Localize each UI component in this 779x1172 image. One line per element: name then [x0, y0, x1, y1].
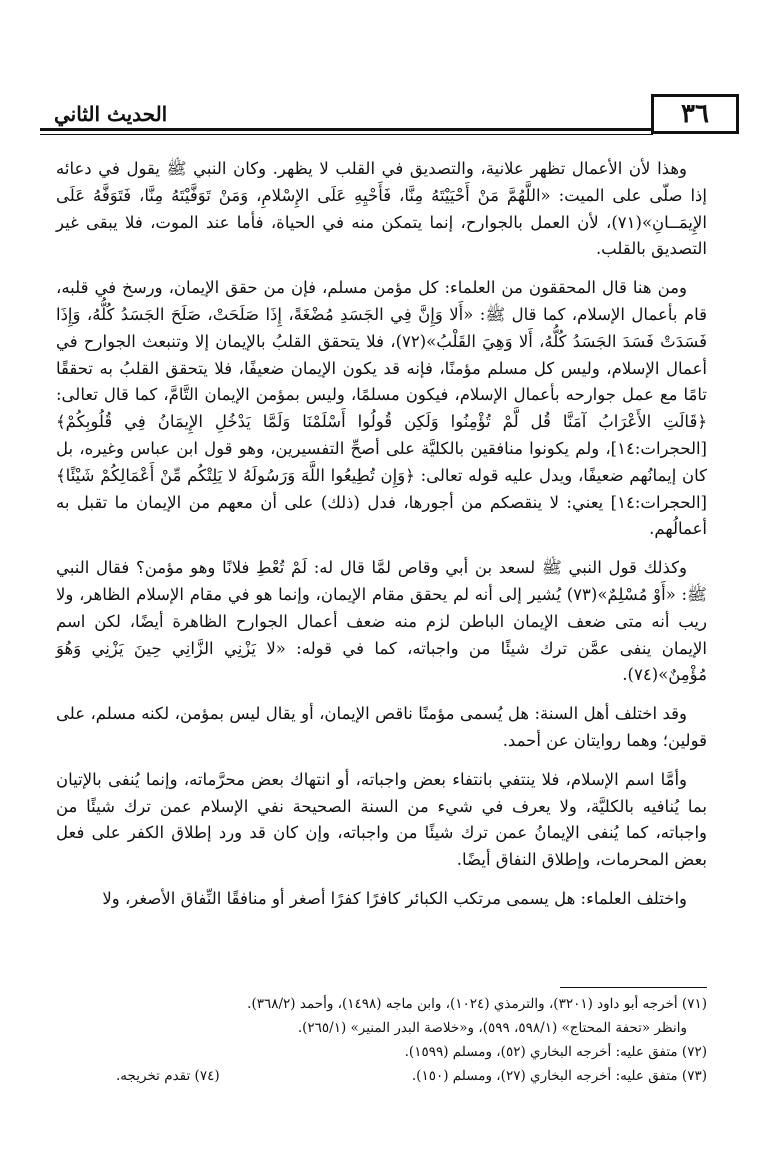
page-number: ٣٦ [651, 94, 739, 134]
paragraph: وقد اختلف أهل السنة: هل يُسمى مؤمنًا ناقص الإيمان، أو يقال ليس بمؤمن، لكنه مسلم، على قولين؛ وهما روايتان عن أحمد. [56, 704, 707, 750]
page-header [40, 88, 741, 144]
header-rule-thin [40, 134, 653, 135]
footnote-line [56, 1064, 707, 1088]
footnote: (٧١) أخرجه أبو داود (٣٢٠١)، والترمذي (١٠٢٤)، وابن ماجه (١٤٩٨)، وأحمد (٣٦٨/٢). [247, 996, 707, 1012]
footnote: وانظر «تحفة المحتاج» (٥٩٨/١، ٥٩٩)، و«خلاصة البدر المنير» (٢٦٥/١). [297, 1020, 687, 1036]
header-rule [40, 128, 653, 131]
footnote-divider [560, 987, 707, 988]
footnote: (٧٤) تقدم تخريجه. [116, 1068, 220, 1084]
paragraph: ومن هنا قال المحققون من العلماء: كل مؤمن مسلم، فإن من حقق الإيمان، ورسخ في قلبه، قام بأعمال الإسلام، كما قال ﷺ: «أَلا وَإِنَّ فِي الجَسَدِ مُضْغَةً، إِذَا صَلَحَتْ، صَلَحَ الجَسَدُ كُلُّهُ، وَإِذَا فَسَدَتْ فَسَدَ الجَسَدُ كُلُّهُ، أَلا وَهِيَ القَلْبُ»(٧٢)، فلا يتحقق القلبُ بالإيمان إلا وتنبعث الجوارح في أعمال الإسلام، وليس كل مسلم مؤمنًا، فإنه قد يكون الإيمان ضعيفًا، فلا يتحقق القلبُ به تحققًا تامًا مع عمل جوارحه بأعمال الإسلام، فيكون مسلمًا، وليس بمؤمن الإيمان التَّامَّ، كما قال تعالى: ﴿قَالَتِ الأَعْرَابُ آمَنَّا قُل لَّمْ تُؤْمِنُوا وَلَكِن قُولُوا أَسْلَمْنَا وَلَمَّا يَدْخُلِ الإِيمَانُ فِي قُلُوبِكُمْ﴾ [الحجرات:١٤]، ولم يكونوا منافقين بالكليَّة على أصحِّ التفسيرين، وهو قول ابن عباس وغيره، بل كان إيمانُهم ضعيفًا، ويدل عليه قوله تعالى: ﴿وَإِن تُطِيعُوا اللَّهَ وَرَسُولَهُ لا يَلِتْكُم مِّنْ أَعْمَالِكُمْ شَيْئًا﴾ [الحجرات:١٤] يعني: لا ينقصكم من أجورها، فدل (ذلك) على أن معهم من الإيمان ما تقبل به أعمالُهم. [56, 278, 707, 539]
main-text [56, 156, 707, 925]
footnote: (٧٣) متفق عليه: أخرجه البخاري (٢٧)، ومسلم (١٥٠). [411, 1068, 707, 1084]
footnotes [56, 992, 707, 1088]
paragraph: واختلف العلماء: هل يسمى مرتكب الكبائر كافرًا كفرًا أصغر أو منافقًا النِّفاق الأصغر، ولا [102, 888, 687, 908]
paragraph: وأمَّا اسم الإسلام، فلا ينتفي بانتفاء بعض واجباته، أو انتهاك بعض محرَّماته، وإنما يُنفى بالإتيان بما يُنافيه بالكليَّة، ولا يعرف في شيء من السنة الصحيحة نفي الإسلام عمن ترك شيئًا من واجباته، كما يُنفى الإيمانُ عمن ترك شيئًا من واجباته، وإن كان قد ورد إطلاق الكفر على فعل بعض المحرمات، وإطلاق النفاق أيضًا. [56, 769, 707, 870]
paragraph: وهذا لأن الأعمال تظهر علانية، والتصديق في القلب لا يظهر. وكان النبي ﷺ يقول في دعائه إذا صلّى على الميت: «اللَّهُمَّ مَنْ أَحْيَيْتَهُ مِنَّا، فَأَحْيِهِ عَلَى الإِسْلامِ، وَمَنْ تَوَفَّيْتَهُ مِنَّا، فَتَوَفَّهُ عَلَى الإِيمَــانِ»(٧١)، لأن العمل بالجوارح، إنما يتمكن منه في الحياة، فأما عند الموت، فلا يبقى غير التصديق بالقلب. [56, 159, 707, 259]
footnote: (٧٢) متفق عليه: أخرجه البخاري (٥٢)، ومسلم (١٥٩٩). [404, 1044, 707, 1060]
chapter-title: الحديث الثاني [54, 102, 168, 126]
paragraph: وكذلك قول النبي ﷺ لسعد بن أبي وقاص لمَّا قال له: لَمْ تُعْطِ فلانًا وهو مؤمن؟ فقال النبي ﷺ: «أَوْ مُسْلِمٌ»(٧٣) يُشير إلى أنه لم يحقق مقام الإيمان، وإنما هو في مقام الإسلام الظاهر، ولا ريب أنه متى ضعف الإيمان الباطن لزم منه ضعف أعمال الجوارح الظاهرة أيضًا، لكن اسم الإيمان ينفى عمَّن ترك شيئًا من واجباته، كما في قوله: «لا يَزْنِي الزَّانِي حِينَ يَزْنِي وَهُوَ مُؤْمِنٌ»(٧٤). [56, 558, 707, 685]
